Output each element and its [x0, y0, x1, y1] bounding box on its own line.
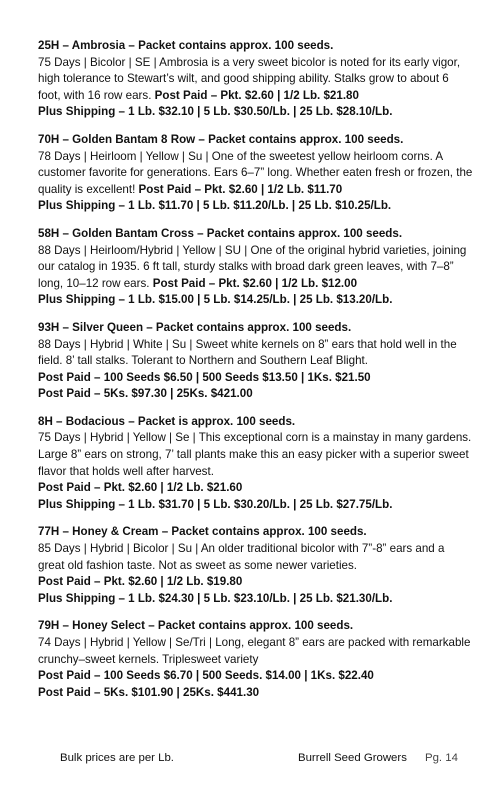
product-heading: 25H – Ambrosia – Packet contains approx. 100 seeds. [38, 39, 334, 52]
price-line: Plus Shipping – 1 Lb. $15.00 | 5 Lb. $14.25/Lb. | 25 Lb. $13.20/Lb. [38, 293, 393, 307]
page-number: Pg. 14 [425, 752, 458, 764]
product-heading: 77H – Honey & Cream – Packet contains approx. 100 seeds. [38, 525, 367, 539]
price-line: Post Paid – 5Ks. $101.90 | 25Ks. $441.30 [38, 685, 260, 699]
price-line: Post Paid – 5Ks. $97.30 | 25Ks. $421.00 [38, 387, 253, 401]
page-footer [0, 752, 504, 770]
inline-price: Post Paid – Pkt. $2.60 | 1/2 Lb. $21.80 [154, 88, 359, 102]
product-entry-bodacious [38, 414, 474, 514]
footer-note: Bulk prices are per Lb. [60, 752, 174, 764]
description-text: 78 Days | Heirloom | Yellow | Su | One of the sweetest yellow heirloom corns. A customer favorite for generations. Ears 6–7” long. Whether eaten fresh or frozen, the quality is excellent! [38, 149, 473, 196]
inline-price: Post Paid – Pkt. $2.60 | 1/2 Lb. $11.70 [138, 182, 343, 196]
product-description: 85 Days | Hybrid | Bicolor | Su | An older traditional bicolor with 7”-8” ears and a great old fashion taste. Not as sweet as some newer varieties. [38, 542, 445, 572]
price-line: Plus Shipping – 1 Lb. $11.70 | 5 Lb. $11.20/Lb. | 25 Lb. $10.25/Lb. [38, 199, 392, 213]
price-line: Post Paid – Pkt. $2.60 | 1/2 Lb. $21.60 [38, 481, 243, 495]
description-text: 88 Days | Heirloom/Hybrid | Yellow | SU | One of the original hybrid varieties, joining our catalog in 1935. 6 ft tall, sturdy stalks with broad dark green leaves, with 7–8” long, 10–12 row ears. [38, 243, 467, 290]
product-heading: 93H – Silver Queen – Packet contains approx. 100 seeds. [38, 320, 352, 334]
footer-company: Burrell Seed Growers [298, 752, 407, 764]
product-description: 74 Days | Hybrid | Yellow | Se/Tri | Long, elegant 8” ears are packed with remarkable crunchy–sweet kernels. Triplesweet variety [38, 636, 471, 666]
price-line: Plus Shipping – 1 Lb. $24.30 | 5 Lb. $23.10/Lb. | 25 Lb. $21.30/Lb. [38, 591, 393, 605]
product-heading: 70H – Golden Bantam 8 Row – Packet contains approx. 100 seeds. [38, 132, 404, 146]
product-entry-honey-and-cream [38, 524, 474, 607]
product-heading: 58H – Golden Bantam Cross – Packet contains approx. 100 seeds. [38, 226, 403, 240]
description-text: 75 Days | Bicolor | SE | Ambrosia is a very sweet bicolor is noted for its early vigor, high tolerance to Stewart’s wilt, and good shipping ability. Stalks grow to about 6 foot, with 16 row ears. [38, 55, 461, 102]
product-entry-silver-queen [38, 320, 474, 403]
price-line: Post Paid – Pkt. $2.60 | 1/2 Lb. $19.80 [38, 575, 243, 589]
price-line: Plus Shipping – 1 Lb. $32.10 | 5 Lb. $30.50/Lb. | 25 Lb. $28.10/Lb. [38, 105, 393, 119]
product-description [38, 149, 474, 199]
product-description [38, 55, 474, 105]
inline-price: Post Paid – Pkt. $2.60 | 1/2 Lb. $12.00 [152, 276, 358, 290]
product-entry-golden-bantam-8-row [38, 132, 474, 215]
product-entry-honey-select [38, 618, 474, 701]
catalog-page [38, 38, 474, 712]
product-description [38, 243, 474, 293]
product-description: 88 Days | Hybrid | White | Su | Sweet white kernels on 8” ears that hold well in the field. 8’ tall stalks. Tolerant to Northern and Southern Leaf Blight. [38, 337, 457, 368]
product-heading: 79H – Honey Select – Packet contains approx. 100 seeds. [38, 619, 354, 633]
product-description: 75 Days | Hybrid | Yellow | Se | This exceptional corn is a mainstay in many gardens. Large 8” ears on strong, 7’ tall plants make this an easy picker with a superior sweet flavor that holds well after harvest. [38, 431, 472, 478]
price-line: Plus Shipping – 1 Lb. $31.70 | 5 Lb. $30.20/Lb. | 25 Lb. $27.75/Lb. [38, 497, 393, 511]
price-line: Post Paid – 100 Seeds $6.70 | 500 Seeds. $14.00 | 1Ks. $22.40 [38, 669, 374, 683]
product-entry-golden-bantam-cross [38, 226, 474, 309]
product-entry-ambrosia [38, 38, 474, 121]
price-line: Post Paid – 100 Seeds $6.50 | 500 Seeds $13.50 | 1Ks. $21.50 [38, 370, 371, 384]
product-heading: 8H – Bodacious – Packet is approx. 100 seeds. [38, 414, 296, 428]
